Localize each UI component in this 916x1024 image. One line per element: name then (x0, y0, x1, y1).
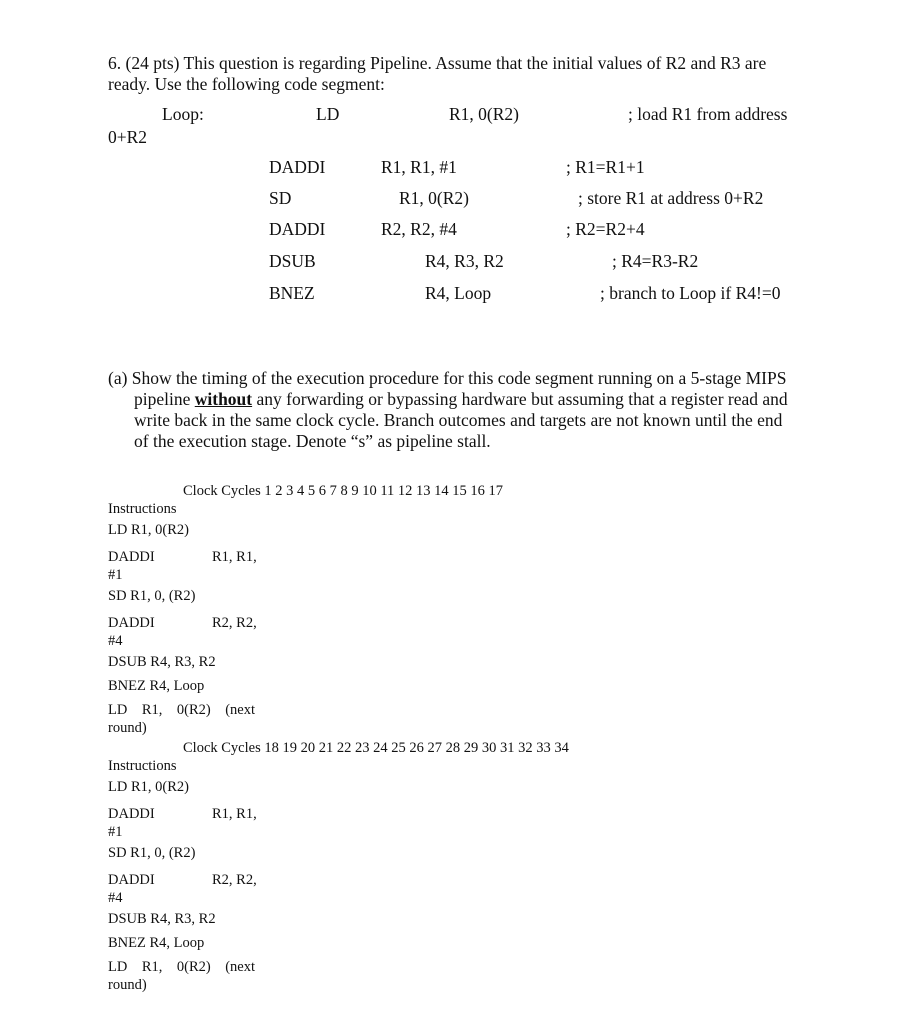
without-emphasis: without (194, 389, 253, 409)
loop-label: Loop: (162, 104, 204, 124)
code-op-1: DADDI (269, 157, 326, 177)
table2-row-dsub: DSUB R4, R3, R2 (108, 911, 216, 927)
table2-row-ld-next-cont: round) (108, 977, 147, 993)
clock-cycles-header-1: Clock Cycles 1 2 3 4 5 6 7 8 9 10 11 12 13 14 15 16 17 (183, 483, 504, 499)
part-a-line-3: write back in the same clock cycle. Branch outcomes and targets are not known until the end (134, 410, 783, 430)
table1-row-bnez: BNEZ R4, Loop (108, 678, 205, 694)
code-op-4: DSUB (269, 251, 316, 271)
code-args-2: R1, 0(R2) (399, 188, 469, 208)
table2-row-daddi2-op: DADDI (108, 872, 155, 888)
part-a-line-2-start: pipeline (134, 389, 195, 409)
code-args-3: R2, R2, #4 (381, 219, 457, 239)
question-line-1: 6. (24 pts) This question is regarding Pipeline. Assume that the initial values of R2 and R3 are (108, 53, 767, 73)
code-args-5: R4, Loop (425, 283, 492, 303)
table2-row-daddi2-imm: #4 (108, 890, 123, 906)
instructions-label-1: Instructions (108, 501, 177, 517)
part-a-line-4: of the execution stage. Denote “s” as pipeline stall. (134, 431, 491, 451)
clock-cycles-header-2: Clock Cycles 18 19 20 21 22 23 24 25 26 27 28 29 30 31 32 33 34 (183, 740, 569, 756)
code-comment-0: ; load R1 from address (628, 104, 788, 124)
table2-row-daddi2-args: R2, R2, (212, 872, 257, 888)
code-op-5: BNEZ (269, 283, 315, 303)
table2-row-daddi1-op: DADDI (108, 806, 155, 822)
table1-row-daddi2-op: DADDI (108, 615, 155, 631)
part-a-line-1: (a) Show the timing of the execution procedure for this code segment running on a 5-stage MIPS (108, 368, 787, 388)
code-op-3: DADDI (269, 219, 326, 239)
table1-row-daddi1-args: R1, R1, (212, 549, 257, 565)
table1-row-daddi1-imm: #1 (108, 567, 123, 583)
question-line-2: ready. Use the following code segment: (108, 74, 385, 94)
table1-row-ld: LD R1, 0(R2) (108, 522, 189, 538)
table1-row-daddi1-op: DADDI (108, 549, 155, 565)
table1-row-ld-next-cont: round) (108, 720, 147, 736)
part-a-text (108, 368, 808, 452)
code-args-4: R4, R3, R2 (425, 251, 504, 271)
table1-row-dsub: DSUB R4, R3, R2 (108, 654, 216, 670)
code-comment-2: ; store R1 at address 0+R2 (578, 188, 764, 208)
table1-row-daddi2-imm: #4 (108, 633, 123, 649)
table2-row-bnez: BNEZ R4, Loop (108, 935, 205, 951)
code-comment-5: ; branch to Loop if R4!=0 (600, 283, 781, 303)
code-op-0: LD (316, 104, 340, 124)
table1-row-sd: SD R1, 0, (R2) (108, 588, 196, 604)
code-comment-3: ; R2=R2+4 (566, 219, 645, 239)
code-comment-4: ; R4=R3-R2 (612, 251, 699, 271)
instructions-label-2: Instructions (108, 758, 177, 774)
part-a-line-2-end: any forwarding or bypassing hardware but assuming that a register read and (252, 389, 788, 409)
code-args-0: R1, 0(R2) (449, 104, 519, 124)
table2-row-daddi1-imm: #1 (108, 824, 123, 840)
table2-row-daddi1-args: R1, R1, (212, 806, 257, 822)
code-comment-1: ; R1=R1+1 (566, 157, 645, 177)
code-comment-wrap: 0+R2 (108, 127, 148, 147)
code-args-1: R1, R1, #1 (381, 157, 457, 177)
table1-row-daddi2-args: R2, R2, (212, 615, 257, 631)
table2-row-ld-next: LD R1, 0(R2) (next (108, 959, 255, 975)
table2-row-sd: SD R1, 0, (R2) (108, 845, 196, 861)
code-op-2: SD (269, 188, 292, 208)
table2-row-ld: LD R1, 0(R2) (108, 779, 189, 795)
table1-row-ld-next: LD R1, 0(R2) (next (108, 702, 255, 718)
part-a-line-2 (108, 389, 808, 410)
